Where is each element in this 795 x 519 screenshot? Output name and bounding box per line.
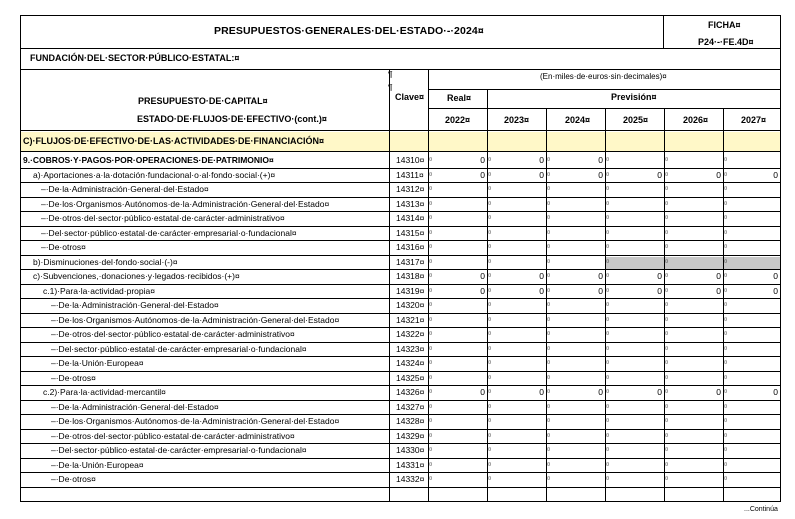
cell-mark: ¤ bbox=[665, 433, 669, 439]
cell-mark: ¤ bbox=[488, 201, 492, 207]
clave-mark-2: ¶ bbox=[388, 82, 393, 92]
cell-mark: ¤ bbox=[488, 331, 492, 337]
year-header: 2027¤ bbox=[741, 115, 767, 125]
value-cell[interactable]: 0 bbox=[773, 170, 778, 180]
cell-mark: ¤ bbox=[606, 476, 610, 482]
cell-mark: ¤ bbox=[429, 418, 433, 424]
row-clave: 14318¤ bbox=[396, 271, 425, 281]
row-line bbox=[20, 356, 780, 357]
value-cell[interactable]: 0 bbox=[773, 271, 778, 281]
row-label: –·De·la·Unión·Europea¤ bbox=[51, 358, 144, 368]
cell-mark: ¤ bbox=[724, 418, 728, 424]
cell-mark: ¤ bbox=[724, 244, 728, 250]
cell-mark: ¤ bbox=[488, 230, 492, 236]
cell-mark: ¤ bbox=[724, 259, 728, 265]
cell-mark: ¤ bbox=[724, 288, 728, 294]
cell-mark: ¤ bbox=[488, 288, 492, 294]
value-cell[interactable]: 0 bbox=[598, 286, 603, 296]
row-line bbox=[20, 385, 780, 386]
row-label: 9.·COBROS·Y·PAGOS·POR·OPERACIONES·DE·PATRIMONIO¤ bbox=[23, 155, 274, 165]
row-label: –·De·la·Administración·General·del·Estado¤ bbox=[51, 402, 219, 412]
cell-mark: ¤ bbox=[606, 375, 610, 381]
cell-mark: ¤ bbox=[429, 476, 433, 482]
cell-mark: ¤ bbox=[606, 389, 610, 395]
cell-mark: ¤ bbox=[724, 230, 728, 236]
cell-mark: ¤ bbox=[429, 259, 433, 265]
cell-mark: ¤ bbox=[665, 259, 669, 265]
row-clave: 14332¤ bbox=[396, 474, 425, 484]
cell-mark: ¤ bbox=[547, 317, 551, 323]
cell-mark: ¤ bbox=[488, 433, 492, 439]
continua-note: ...Continúa bbox=[744, 506, 778, 513]
row-clave: 14325¤ bbox=[396, 373, 425, 383]
row-clave: 14313¤ bbox=[396, 199, 425, 209]
cell-mark: ¤ bbox=[488, 447, 492, 453]
year-header: 2026¤ bbox=[683, 115, 709, 125]
row-line bbox=[20, 269, 780, 270]
value-cell[interactable]: 0 bbox=[598, 271, 603, 281]
cell-mark: ¤ bbox=[429, 360, 433, 366]
value-cell[interactable]: 0 bbox=[598, 170, 603, 180]
cell-mark: ¤ bbox=[547, 215, 551, 221]
page-title: PRESUPUESTOS·GENERALES·DEL·ESTADO·-·2024¤ bbox=[214, 25, 484, 37]
row-clave: 14324¤ bbox=[396, 358, 425, 368]
row-clave: 14321¤ bbox=[396, 315, 425, 325]
cell-mark: ¤ bbox=[606, 317, 610, 323]
cell-mark: ¤ bbox=[606, 186, 610, 192]
cell-mark: ¤ bbox=[724, 157, 728, 163]
row-label: –·De·la·Administración·General·del·Estado¤ bbox=[51, 300, 219, 310]
cell-mark: ¤ bbox=[429, 230, 433, 236]
cell-mark: ¤ bbox=[429, 302, 433, 308]
cell-mark: ¤ bbox=[488, 476, 492, 482]
year-header: 2023¤ bbox=[504, 115, 530, 125]
cell-mark: ¤ bbox=[606, 331, 610, 337]
cell-mark: ¤ bbox=[547, 462, 551, 468]
row-clave: 14329¤ bbox=[396, 431, 425, 441]
row-line bbox=[20, 327, 780, 328]
row-line bbox=[20, 458, 780, 459]
value-cell[interactable]: 0 bbox=[480, 155, 485, 165]
value-cell[interactable]: 0 bbox=[598, 387, 603, 397]
row-clave: 14312¤ bbox=[396, 184, 425, 194]
cell-mark: ¤ bbox=[724, 215, 728, 221]
cell-mark: ¤ bbox=[724, 375, 728, 381]
row-line bbox=[20, 211, 780, 212]
cell-mark: ¤ bbox=[547, 360, 551, 366]
cell-mark: ¤ bbox=[665, 476, 669, 482]
cell-mark: ¤ bbox=[665, 418, 669, 424]
row-line bbox=[20, 414, 780, 415]
cell-mark: ¤ bbox=[724, 360, 728, 366]
cell-mark: ¤ bbox=[724, 172, 728, 178]
value-cell[interactable]: 0 bbox=[598, 155, 603, 165]
row-clave: 14330¤ bbox=[396, 445, 425, 455]
cell-mark: ¤ bbox=[547, 201, 551, 207]
row-label: –·De·otros¤ bbox=[51, 373, 96, 383]
units-label: (En·miles·de·euros·sin·decimales)¤ bbox=[540, 72, 667, 81]
real-prevision-line bbox=[428, 108, 780, 109]
row-label: b)·Disminuciones·del·fondo·social·(-)¤ bbox=[33, 257, 178, 267]
cell-mark: ¤ bbox=[429, 244, 433, 250]
cell-mark: ¤ bbox=[488, 418, 492, 424]
row-clave: 14326¤ bbox=[396, 387, 425, 397]
row-line bbox=[20, 240, 780, 241]
cell-mark: ¤ bbox=[488, 317, 492, 323]
cell-mark: ¤ bbox=[429, 433, 433, 439]
value-cell[interactable]: 0 bbox=[716, 286, 721, 296]
cell-mark: ¤ bbox=[606, 462, 610, 468]
row-clave: 14315¤ bbox=[396, 228, 425, 238]
cell-mark: ¤ bbox=[665, 317, 669, 323]
cell-mark: ¤ bbox=[665, 331, 669, 337]
cell-mark: ¤ bbox=[606, 273, 610, 279]
cell-mark: ¤ bbox=[488, 157, 492, 163]
row-line bbox=[20, 197, 780, 198]
cell-mark: ¤ bbox=[665, 346, 669, 352]
cell-mark: ¤ bbox=[488, 346, 492, 352]
real-prevision-divider bbox=[487, 89, 488, 108]
row-label: –·Del·sector·público·estatal·de·carácter·empresarial·o·fundacional¤ bbox=[51, 445, 307, 455]
cell-mark: ¤ bbox=[429, 288, 433, 294]
cell-mark: ¤ bbox=[547, 244, 551, 250]
row-line bbox=[20, 342, 780, 343]
cell-mark: ¤ bbox=[488, 172, 492, 178]
disabled-cells bbox=[605, 257, 780, 271]
cell-mark: ¤ bbox=[488, 375, 492, 381]
row-clave: 14316¤ bbox=[396, 242, 425, 252]
row-label: a)·Aportaciones·a·la·dotación·fundacional·o·al·fondo·social·(+)¤ bbox=[33, 170, 276, 180]
table-bottom bbox=[20, 501, 780, 502]
row-clave: 14322¤ bbox=[396, 329, 425, 339]
row-label: –·De·la·Administración·General·del·Estado¤ bbox=[41, 184, 209, 194]
cell-mark: ¤ bbox=[488, 186, 492, 192]
cell-mark: ¤ bbox=[547, 418, 551, 424]
cell-mark: ¤ bbox=[547, 389, 551, 395]
value-cell[interactable]: 0 bbox=[480, 387, 485, 397]
ficha-divider bbox=[663, 15, 664, 48]
cell-mark: ¤ bbox=[606, 404, 610, 410]
cell-mark: ¤ bbox=[547, 447, 551, 453]
row-line bbox=[20, 182, 780, 183]
prevision-header: Previsión¤ bbox=[611, 92, 657, 102]
value-cell[interactable]: 0 bbox=[539, 387, 544, 397]
cell-mark: ¤ bbox=[429, 215, 433, 221]
cell-mark: ¤ bbox=[665, 375, 669, 381]
row-clave: 14323¤ bbox=[396, 344, 425, 354]
cell-mark: ¤ bbox=[724, 389, 728, 395]
row-line bbox=[20, 443, 780, 444]
row-clave: 14317¤ bbox=[396, 257, 425, 267]
year-header: 2024¤ bbox=[565, 115, 591, 125]
ficha-code: P24·-·FE.4D¤ bbox=[698, 37, 754, 47]
cell-mark: ¤ bbox=[606, 433, 610, 439]
cell-mark: ¤ bbox=[429, 317, 433, 323]
cell-mark: ¤ bbox=[606, 259, 610, 265]
row-label: –·De·los·Organismos·Autónomos·de·la·Administración·General·del·Estado¤ bbox=[41, 199, 330, 209]
cell-mark: ¤ bbox=[488, 389, 492, 395]
value-cell[interactable]: 0 bbox=[716, 271, 721, 281]
cell-mark: ¤ bbox=[665, 302, 669, 308]
cell-mark: ¤ bbox=[724, 404, 728, 410]
cell-mark: ¤ bbox=[606, 447, 610, 453]
section-title: C)·FLUJOS·DE·EFECTIVO·DE·LAS·ACTIVIDADES·DE·FINANCIACIÓN¤ bbox=[23, 136, 324, 146]
table-title-line1: PRESUPUESTO·DE·CAPITAL¤ bbox=[138, 96, 268, 106]
value-cell[interactable]: 0 bbox=[539, 170, 544, 180]
cell-mark: ¤ bbox=[429, 346, 433, 352]
frame-right bbox=[780, 15, 781, 502]
row-label: –·De·otros·del·sector·público·estatal·de·carácter·administrativo¤ bbox=[51, 431, 295, 441]
row-clave: 14320¤ bbox=[396, 300, 425, 310]
cell-mark: ¤ bbox=[429, 404, 433, 410]
cell-mark: ¤ bbox=[488, 259, 492, 265]
row-line bbox=[20, 429, 780, 430]
row-label: –·De·los·Organismos·Autónomos·de·la·Administración·General·del·Estado¤ bbox=[51, 315, 340, 325]
value-cell[interactable]: 0 bbox=[539, 271, 544, 281]
year-header-bottom bbox=[20, 130, 780, 131]
row-clave: 14331¤ bbox=[396, 460, 425, 470]
cell-mark: ¤ bbox=[488, 360, 492, 366]
value-cell[interactable]: 0 bbox=[657, 271, 662, 281]
entity-name: FUNDACIÓN·DEL·SECTOR·PÚBLICO·ESTATAL:¤ bbox=[30, 53, 240, 63]
cell-mark: ¤ bbox=[665, 288, 669, 294]
cell-mark: ¤ bbox=[429, 331, 433, 337]
cell-mark: ¤ bbox=[724, 476, 728, 482]
cell-mark: ¤ bbox=[606, 230, 610, 236]
cell-mark: ¤ bbox=[724, 317, 728, 323]
row-clave: 14314¤ bbox=[396, 213, 425, 223]
cell-mark: ¤ bbox=[429, 375, 433, 381]
cell-mark: ¤ bbox=[547, 404, 551, 410]
row-clave: 14327¤ bbox=[396, 402, 425, 412]
row-line bbox=[20, 400, 780, 401]
cell-mark: ¤ bbox=[429, 389, 433, 395]
units-line bbox=[428, 89, 780, 90]
cell-mark: ¤ bbox=[547, 476, 551, 482]
value-cell[interactable]: 0 bbox=[480, 286, 485, 296]
cell-mark: ¤ bbox=[606, 157, 610, 163]
cell-mark: ¤ bbox=[724, 462, 728, 468]
cell-mark: ¤ bbox=[665, 230, 669, 236]
cell-mark: ¤ bbox=[665, 172, 669, 178]
row-label: –·De·los·Organismos·Autónomos·de·la·Administración·General·del·Estado¤ bbox=[51, 416, 340, 426]
row-line bbox=[20, 371, 780, 372]
cell-mark: ¤ bbox=[606, 288, 610, 294]
row-label: c)·Subvenciones,·donaciones·y·legados·recibidos·(+)¤ bbox=[33, 271, 240, 281]
cell-mark: ¤ bbox=[606, 346, 610, 352]
cell-mark: ¤ bbox=[547, 259, 551, 265]
row-line bbox=[20, 298, 780, 299]
cell-mark: ¤ bbox=[665, 244, 669, 250]
cell-mark: ¤ bbox=[665, 157, 669, 163]
cell-mark: ¤ bbox=[429, 201, 433, 207]
cell-mark: ¤ bbox=[724, 346, 728, 352]
row-label: –·De·otros¤ bbox=[51, 474, 96, 484]
cell-mark: ¤ bbox=[724, 433, 728, 439]
cell-mark: ¤ bbox=[547, 331, 551, 337]
cell-mark: ¤ bbox=[547, 273, 551, 279]
cell-mark: ¤ bbox=[488, 215, 492, 221]
value-cell[interactable]: 0 bbox=[539, 286, 544, 296]
cell-mark: ¤ bbox=[429, 186, 433, 192]
cell-mark: ¤ bbox=[488, 302, 492, 308]
cell-mark: ¤ bbox=[547, 288, 551, 294]
value-cell[interactable]: 0 bbox=[480, 271, 485, 281]
cell-mark: ¤ bbox=[606, 418, 610, 424]
cell-mark: ¤ bbox=[429, 462, 433, 468]
ficha-label: FICHA¤ bbox=[708, 20, 741, 30]
cell-mark: ¤ bbox=[724, 331, 728, 337]
row-line bbox=[20, 472, 780, 473]
cell-mark: ¤ bbox=[429, 273, 433, 279]
row-line bbox=[20, 313, 780, 314]
cell-mark: ¤ bbox=[665, 404, 669, 410]
value-cell[interactable]: 0 bbox=[539, 155, 544, 165]
cell-mark: ¤ bbox=[488, 404, 492, 410]
cell-mark: ¤ bbox=[665, 389, 669, 395]
row-line bbox=[20, 226, 780, 227]
cell-mark: ¤ bbox=[724, 302, 728, 308]
header-bottom-line bbox=[20, 48, 780, 49]
row-line bbox=[20, 487, 780, 488]
cell-mark: ¤ bbox=[665, 447, 669, 453]
cell-mark: ¤ bbox=[547, 172, 551, 178]
frame-top bbox=[20, 15, 780, 16]
row-label: –·De·otros¤ bbox=[41, 242, 86, 252]
row-label: –·De·la·Unión·Europea¤ bbox=[51, 460, 144, 470]
clave-mark: ¶ bbox=[388, 69, 393, 79]
row-label: –·Del·sector·público·estatal·de·carácter·empresarial·o·fundacional¤ bbox=[41, 228, 297, 238]
cell-mark: ¤ bbox=[724, 186, 728, 192]
cell-mark: ¤ bbox=[547, 346, 551, 352]
cell-mark: ¤ bbox=[665, 186, 669, 192]
value-cell[interactable]: 0 bbox=[657, 286, 662, 296]
row-clave: 14328¤ bbox=[396, 416, 425, 426]
cell-mark: ¤ bbox=[606, 244, 610, 250]
clave-col-line bbox=[389, 69, 390, 502]
cell-mark: ¤ bbox=[606, 360, 610, 366]
cell-mark: ¤ bbox=[665, 215, 669, 221]
cell-mark: ¤ bbox=[606, 201, 610, 207]
cell-mark: ¤ bbox=[724, 201, 728, 207]
cell-mark: ¤ bbox=[429, 157, 433, 163]
row-clave: 14319¤ bbox=[396, 286, 425, 296]
section-bottom bbox=[20, 151, 780, 152]
value-cell[interactable]: 0 bbox=[480, 170, 485, 180]
entity-bottom-line bbox=[20, 69, 780, 70]
value-cell[interactable]: 0 bbox=[773, 286, 778, 296]
cell-mark: ¤ bbox=[547, 157, 551, 163]
value-cell[interactable]: 0 bbox=[716, 387, 721, 397]
row-line bbox=[20, 168, 780, 169]
cell-mark: ¤ bbox=[606, 302, 610, 308]
year-header: 2025¤ bbox=[623, 115, 649, 125]
value-cell[interactable]: 0 bbox=[716, 170, 721, 180]
cell-mark: ¤ bbox=[665, 201, 669, 207]
cell-mark: ¤ bbox=[547, 302, 551, 308]
cell-mark: ¤ bbox=[665, 273, 669, 279]
cell-mark: ¤ bbox=[488, 244, 492, 250]
row-label: c.2)·Para·la·actividad·mercantil¤ bbox=[43, 387, 166, 397]
row-clave: 14311¤ bbox=[396, 170, 424, 180]
year-header: 2022¤ bbox=[445, 115, 471, 125]
cell-mark: ¤ bbox=[665, 462, 669, 468]
real-header: Real¤ bbox=[447, 93, 472, 103]
row-line bbox=[20, 284, 780, 285]
row-line bbox=[20, 255, 780, 256]
cell-mark: ¤ bbox=[429, 447, 433, 453]
cell-mark: ¤ bbox=[547, 433, 551, 439]
cell-mark: ¤ bbox=[488, 462, 492, 468]
row-label: –·Del·sector·público·estatal·de·carácter·empresarial·o·fundacional¤ bbox=[51, 344, 307, 354]
cell-mark: ¤ bbox=[547, 186, 551, 192]
cell-mark: ¤ bbox=[606, 215, 610, 221]
value-cell[interactable]: 0 bbox=[657, 170, 662, 180]
table-title-line2: ESTADO·DE·FLUJOS·DE·EFECTIVO·(cont.)¤ bbox=[137, 114, 327, 124]
value-cell[interactable]: 0 bbox=[657, 387, 662, 397]
clave-header: Clave¤ bbox=[395, 92, 425, 102]
cell-mark: ¤ bbox=[606, 172, 610, 178]
row-clave: 14310¤ bbox=[396, 155, 425, 165]
row-label: c.1)·Para·la·actividad·propia¤ bbox=[43, 286, 155, 296]
row-label: –·De·otros·del·sector·público·estatal·de·carácter·administrativo¤ bbox=[41, 213, 285, 223]
cell-mark: ¤ bbox=[665, 360, 669, 366]
cell-mark: ¤ bbox=[488, 273, 492, 279]
cell-mark: ¤ bbox=[429, 172, 433, 178]
cell-mark: ¤ bbox=[547, 230, 551, 236]
cell-mark: ¤ bbox=[547, 375, 551, 381]
cell-mark: ¤ bbox=[724, 447, 728, 453]
row-label: –·De·otros·del·sector·público·estatal·de·carácter·administrativo¤ bbox=[51, 329, 295, 339]
cell-mark: ¤ bbox=[724, 273, 728, 279]
value-cell[interactable]: 0 bbox=[773, 387, 778, 397]
